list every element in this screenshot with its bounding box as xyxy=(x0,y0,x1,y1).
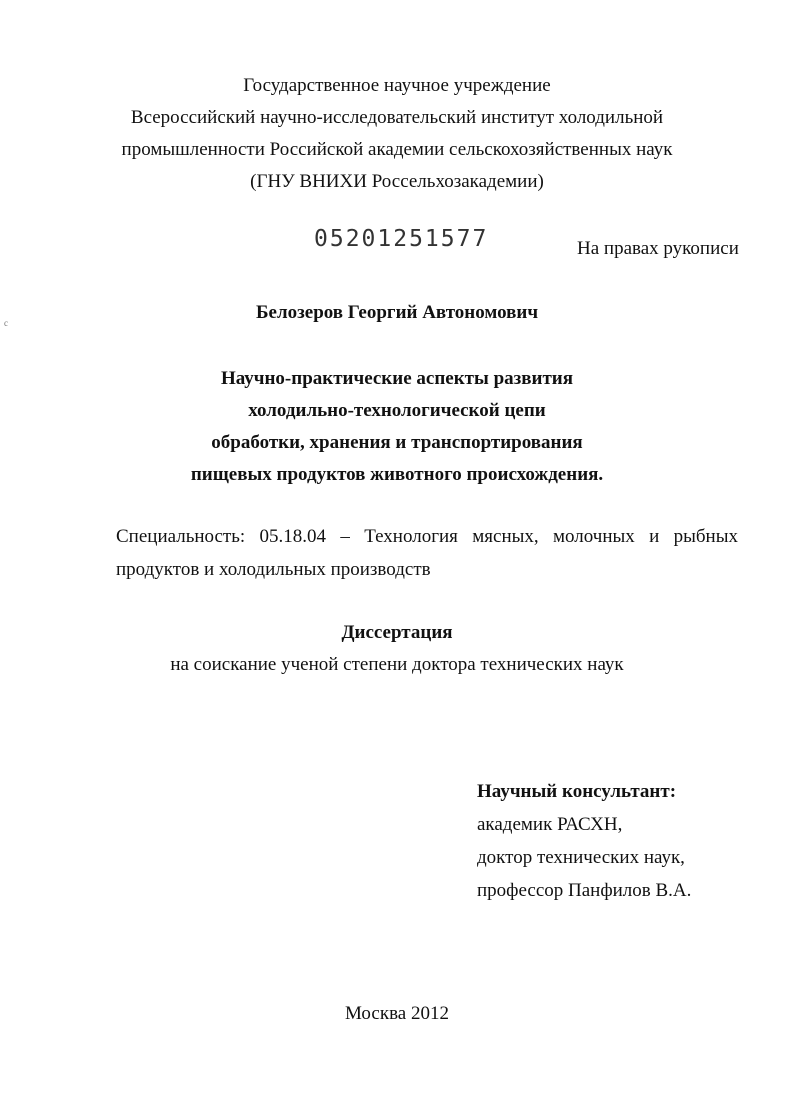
institution-line-1: Государственное научное учреждение xyxy=(243,75,551,96)
scan-mark: c xyxy=(4,318,8,328)
institution-line-4: (ГНУ ВНИХИ Россельхозакадемии) xyxy=(250,171,544,192)
city-year: Москва 2012 xyxy=(345,1003,449,1024)
specialty-line-1: Специальность: 05.18.04 – Технология мясных, молочных и рыбных xyxy=(116,526,738,547)
institution-line-2: Всероссийский научно-исследовательский институт холодильной xyxy=(130,107,664,128)
consultant-line-1: академик РАСХН, xyxy=(477,814,623,835)
author-name: Белозеров Георгий Автономович xyxy=(255,302,539,323)
consultant-heading: Научный консультант: xyxy=(477,781,677,802)
consultant-line-2: доктор технических наук, xyxy=(477,847,685,868)
specialty-line-2: продуктов и холодильных производств xyxy=(116,559,431,580)
work-type-title: Диссертация xyxy=(341,622,453,643)
rights-note: На правах рукописи xyxy=(577,238,739,259)
thesis-title-line-3: обработки, хранения и транспортирования xyxy=(211,432,583,453)
thesis-title-line-2: холодильно-технологической цепи xyxy=(248,400,546,421)
consultant-line-3: профессор Панфилов В.А. xyxy=(477,880,692,901)
registration-number: 05201251577 xyxy=(314,226,489,252)
work-type-subtitle: на соискание ученой степени доктора технических наук xyxy=(170,654,624,675)
thesis-title-line-1: Научно-практические аспекты развития xyxy=(220,368,574,389)
institution-line-3: промышленности Российской академии сельскохозяйственных наук xyxy=(121,139,673,160)
thesis-title-line-4: пищевых продуктов животного происхождения. xyxy=(190,464,604,485)
